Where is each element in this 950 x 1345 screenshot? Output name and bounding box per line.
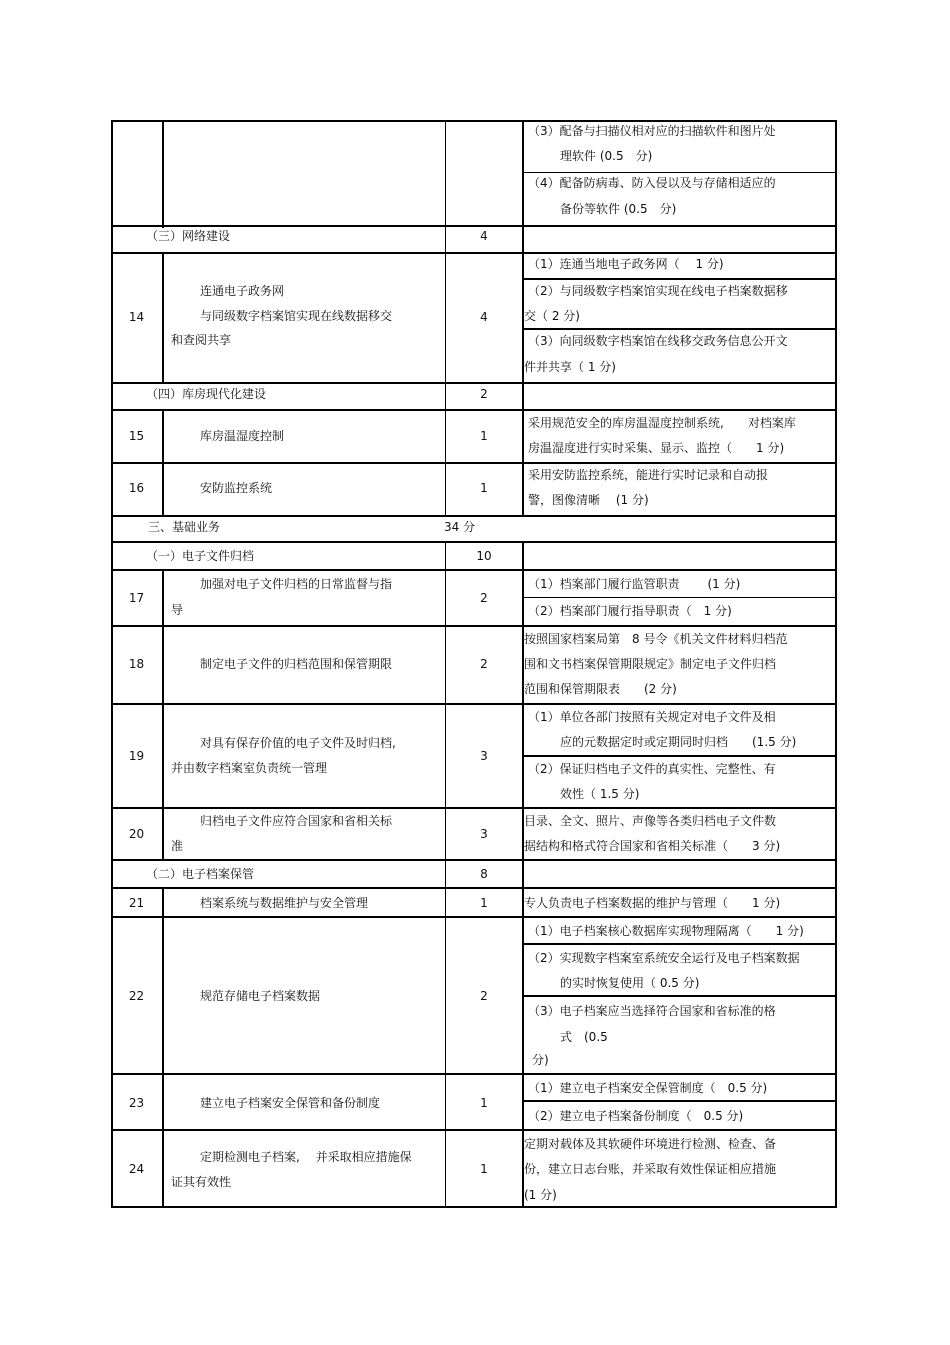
criteria-text: （3）向同级数字档案馆在线移交政务信息公开文 xyxy=(528,334,788,348)
table-row-line xyxy=(111,569,837,571)
criteria-text: 警，图像清晰 (1 分) xyxy=(528,493,649,507)
criteria-text: 的实时恢复使用（ 0.5 分) xyxy=(560,976,700,990)
criteria-text: （3）电子档案应当选择符合国家和省标准的格 xyxy=(528,1004,776,1018)
section-title: （三）网络建设 xyxy=(146,229,231,243)
item-text: 档案系统与数据维护与安全管理 xyxy=(200,896,369,910)
table-row-line xyxy=(111,859,837,861)
criteria-text: 定期对载体及其软硬件环境进行检测、检查、备 xyxy=(524,1137,777,1151)
criteria-text: 分) xyxy=(532,1053,549,1067)
table-col-line xyxy=(162,570,164,860)
section-title: （二）电子档案保管 xyxy=(146,867,255,881)
row-number: 23 xyxy=(128,1096,145,1110)
criteria-text: 份，建立日志台账，并采取有效性保证相应措施 xyxy=(524,1162,777,1176)
table-row-line xyxy=(111,462,837,464)
row-number: 22 xyxy=(128,989,145,1003)
item-text: 安防监控系统 xyxy=(200,481,273,495)
criteria-text: 专人负责电子档案数据的维护与管理（ 1 分) xyxy=(524,896,781,910)
part-title: 三、基础业务 xyxy=(148,520,221,534)
item-text: 与同级数字档案馆实现在线数据移交 xyxy=(200,309,393,323)
item-text: 规范存储电子档案数据 xyxy=(200,989,321,1003)
criteria-text: （1）连通当地电子政务网（ 1 分) xyxy=(528,257,724,271)
section-title: （四）库房现代化建设 xyxy=(146,387,267,401)
criteria-text: 件并共享（ 1 分) xyxy=(524,360,616,374)
row-number: 21 xyxy=(128,896,145,910)
table-row-line xyxy=(111,515,837,517)
item-text: 连通电子政务网 xyxy=(200,284,285,298)
criteria-text: (1 分) xyxy=(524,1188,557,1202)
item-text: 制定电子文件的归档范围和保管期限 xyxy=(200,657,393,671)
criteria-text: 备份等软件 (0.5 分) xyxy=(560,202,677,216)
section-score: 2 xyxy=(480,387,488,401)
criteria-text: 目录、全文、照片、声像等各类归档电子文件数 xyxy=(524,814,777,828)
item-score: 1 xyxy=(480,896,488,910)
criteria-text: （2）保证归档电子文件的真实性、完整性、有 xyxy=(528,762,776,776)
item-score: 1 xyxy=(480,1162,488,1176)
row-number: 14 xyxy=(128,310,145,324)
table-row-line xyxy=(111,625,837,627)
criteria-text: 按照国家档案局第 8 号令《机关文件材料归档范 xyxy=(524,632,788,646)
item-text: 证其有效性 xyxy=(171,1175,232,1189)
criteria-text: （2）档案部门履行指导职责（ 1 分) xyxy=(528,604,732,618)
item-score: 3 xyxy=(480,827,488,841)
table-row-line xyxy=(111,409,837,411)
criteria-text: （4）配备防病毒、防入侵以及与存储相适应的 xyxy=(528,176,776,190)
criteria-text: 理软件 (0.5 分) xyxy=(560,149,653,163)
table-row-line xyxy=(111,1129,837,1131)
subcell-line xyxy=(522,172,837,173)
table-row-line xyxy=(111,807,837,809)
item-text: 建立电子档案安全保管和备份制度 xyxy=(200,1096,381,1110)
criteria-text: 房温湿度进行实时采集、显示、监控（ 1 分) xyxy=(528,441,785,455)
subcell-line xyxy=(522,1100,837,1102)
row-number: 16 xyxy=(128,481,145,495)
criteria-text: 交（ 2 分) xyxy=(524,309,580,323)
table-row-line xyxy=(111,541,837,543)
criteria-text: （1）电子档案核心数据库实现物理隔离（ 1 分) xyxy=(528,924,804,938)
item-text: 导 xyxy=(171,603,184,617)
item-score: 4 xyxy=(480,310,488,324)
subcell-line xyxy=(522,755,837,757)
item-score: 1 xyxy=(480,1096,488,1110)
criteria-text: 围和文书档案保管期限规定》制定电子文件归档 xyxy=(524,657,777,671)
subcell-line xyxy=(522,995,837,997)
criteria-text: 效性（ 1.5 分) xyxy=(560,787,640,801)
part-score: 34 分 xyxy=(444,520,476,534)
item-score: 2 xyxy=(480,591,488,605)
table-row-line xyxy=(111,225,837,227)
section-score: 8 xyxy=(480,867,488,881)
row-number: 24 xyxy=(128,1162,145,1176)
criteria-text: （3）配备与扫描仪相对应的扫描软件和图片处 xyxy=(528,124,776,138)
table-row-line xyxy=(111,916,837,918)
criteria-text: 采用安防监控系统，能进行实时记录和自动报 xyxy=(528,468,769,482)
criteria-text: 据结构和格式符合国家和省相关标准（ 3 分) xyxy=(524,839,781,853)
item-text: 库房温湿度控制 xyxy=(200,429,285,443)
item-text: 并由数字档案室负责统一管理 xyxy=(171,761,328,775)
subcell-line xyxy=(522,328,837,330)
criteria-text: （1）建立电子档案安全保管制度（ 0.5 分) xyxy=(528,1081,768,1095)
row-number: 19 xyxy=(128,749,145,763)
subcell-line xyxy=(522,278,837,280)
criteria-text: （1）档案部门履行监管职责 (1 分) xyxy=(528,577,741,591)
subcell-line xyxy=(522,597,837,598)
table-row-line xyxy=(111,382,837,384)
section-score: 4 xyxy=(480,229,488,243)
criteria-text: 范围和保管期限表 (2 分) xyxy=(524,682,677,696)
item-text: 对具有保存价值的电子文件及时归档, xyxy=(200,736,396,750)
row-number: 20 xyxy=(128,827,145,841)
item-text: 加强对电子文件归档的日常监督与指 xyxy=(200,577,393,591)
criteria-text: （1）单位各部门按照有关规定对电子文件及相 xyxy=(528,710,776,724)
item-text: 和查阅共享 xyxy=(171,333,232,347)
item-score: 3 xyxy=(480,749,488,763)
table-row-line xyxy=(111,703,837,705)
row-number: 17 xyxy=(128,591,145,605)
criteria-text: （2）与同级数字档案馆实现在线电子档案数据移 xyxy=(528,284,788,298)
item-text: 定期检测电子档案, 并采取相应措施保 xyxy=(200,1150,412,1164)
row-number: 15 xyxy=(128,429,145,443)
item-text: 归档电子文件应符合国家和省相关标 xyxy=(200,814,393,828)
table-col-line xyxy=(162,253,164,383)
criteria-text: （2）建立电子档案备份制度（ 0.5 分) xyxy=(528,1109,744,1123)
item-score: 1 xyxy=(480,429,488,443)
section-title: （一）电子文件归档 xyxy=(146,549,255,563)
table-col-line xyxy=(162,888,164,1208)
table-row-line xyxy=(111,1073,837,1075)
item-text: 准 xyxy=(171,839,184,853)
item-score: 2 xyxy=(480,989,488,1003)
criteria-text: （2）实现数字档案室系统安全运行及电子档案数据 xyxy=(528,951,800,965)
table-row-line xyxy=(111,252,837,254)
table-col-line xyxy=(162,120,164,228)
criteria-text: 式 (0.5 xyxy=(560,1030,608,1044)
row-number: 18 xyxy=(128,657,145,671)
item-score: 1 xyxy=(480,481,488,495)
criteria-text: 采用规范安全的库房温湿度控制系统, 对档案库 xyxy=(528,416,796,430)
item-score: 2 xyxy=(480,657,488,671)
table-row-line xyxy=(111,887,837,889)
subcell-line xyxy=(522,943,837,945)
section-score: 10 xyxy=(476,549,492,563)
criteria-text: 应的元数据定时或定期同时归档 (1.5 分) xyxy=(560,735,797,749)
